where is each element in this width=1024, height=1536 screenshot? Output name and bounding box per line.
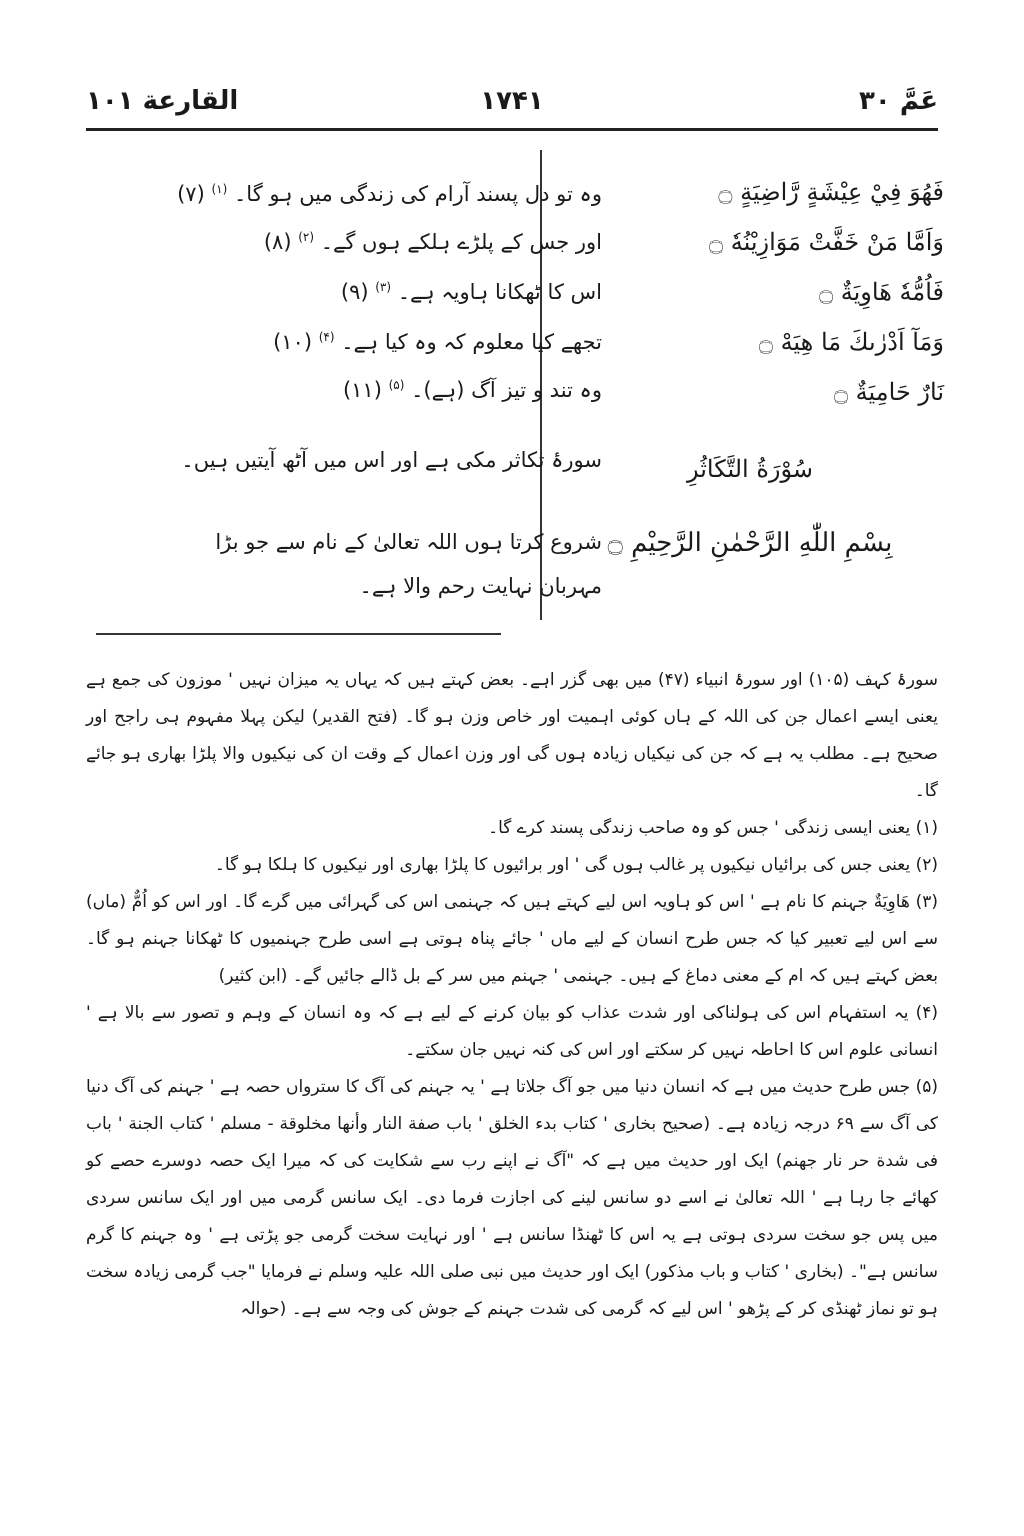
footnote-5: (۵) جس طرح حدیث میں ہے کہ انسان دنیا میں جو آگ جلاتا ہے ' یہ جہنم کی آگ کا سترواں حصہ ہے ' جہنم کی آگ دنیا کی آگ سے ۶۹ درجہ زیادہ ہے۔ (صحیح بخاری ' کتاب بدء الخلق ' باب صفة النار وأنها مخلوقة - مسلم ' کتاب الجنة ' باب فی شدة حر نار جهنم) ایک اور حدیث میں ہے کہ "آگ نے اپنے رب سے شکایت کی کہ میرا ایک حصہ دوسرے حصے کو کھائے جا رہا ہے ' اللہ تعالیٰ نے اسے دو سانس لینے کی اجازت فرما دی۔ ایک سانس گرمی میں اور ایک سانس سردی میں پس جو سخت سردی ہوتی ہے یہ اس کا ٹھنڈا سانس ہے ' اور نہایت سخت گرمی جو پڑتی ہے ' وہ جہنم کا گرم سانس ہے"۔ (بخاری ' کتاب و باب مذکور) ایک اور حدیث میں نبی صلی اللہ علیہ وسلم نے فرمایا "جب گرمی زیادہ سخت ہو تو نماز ٹھنڈی کر کے پڑھو ' اس لیے کہ گرمی کی شدت جہنم کے جوش کی وجہ سے ہے۔ (حوالہ [86,1077,938,1319]
verse-translation-7 [177,182,602,206]
para-name-header: عَمَّ ۳۰ [859,86,938,116]
footnote-4: (۴) یہ استفہام اس کی ہولناکی اور شدت عذاب کو بیان کرنے کے لیے ہے کہ وہ انسان کے وہم و تصور سے بالا ہے ' انسانی علوم اس کا احاطہ نہیں کر سکتے اور اس کی کنہ نہیں جان سکتے۔ [86,1003,938,1060]
verse-translation-11 [343,378,602,402]
verse-number: (۸) [263,230,292,254]
verse-translation-8 [264,230,602,254]
verse-translation-10 [273,330,602,354]
surah-name-header: القارعة ۱۰۱ [86,86,239,116]
translation-text: اس کا ٹھکانا ہاویہ ہے۔ [397,280,602,304]
bismillah-translation: شروع کرتا ہوں اللہ تعالیٰ کے نام سے جو بڑا مہربان نہایت رحم والا ہے۔ [215,530,602,598]
translation-text: وہ تند و تیز آگ (ہے)۔ [411,378,602,402]
header-divider [86,128,938,131]
footnote-3: (۳) هَاوِيَةٌ جہنم کا نام ہے ' اس کو ہاویہ اس لیے کہتے ہیں کہ جہنمی اس کی گہرائی میں گرے گا۔ اور اس کو اُمٌّ (ماں) سے اس لیے تعبیر کیا کہ جس طرح انسان کے لیے ماں ' جائے پناہ ہوتی ہے اسی طرح جہنمیوں کا ٹھکانا جہنم ہو گا۔ بعض کہتے ہیں کہ ام کے معنی دماغ کے ہیں۔ جہنمی ' جہنم میں سر کے بل ڈالے جائیں گے۔ (ابن کثیر) [86,892,938,986]
footnote-marker: (۱) [211,182,228,196]
footnote-carryover: سورۂ کہف (۱۰۵) اور سورۂ انبیاء (۴۷) میں بھی گزر اہے۔ بعض کہتے ہیں کہ یہاں یہ میزان نہیں ' موزون کی جمع ہے یعنی ایسے اعمال جن کی اللہ کے ہاں کوئی اہمیت اور خاص وزن ہو گا۔ (فتح القدیر) لیکن پہلا مفہوم ہی راجح اور صحیح ہے۔ مطلب یہ ہے کہ جن کی نیکیاں زیادہ ہوں گی اور وزن اعمال کے وقت ان کی نیکیوں والا پلڑا بھاری ہو جائے گا۔ [86,670,939,801]
footnotes [86,662,938,1328]
page-number: ۱۷۴۱ [480,86,544,116]
page-header [86,86,938,130]
translation-text: اور جس کے پلڑے ہلکے ہوں گے۔ [320,230,602,254]
bismillah: بِسْمِ اللّٰهِ الرَّحْمٰنِ الرَّحِيْمِ ۝ [607,528,893,558]
footnote-marker: (۳) [375,280,392,294]
verse-arabic-9: فَاُمُّهٗ هَاوِيَةٌ ۝ [819,278,944,306]
footnote-2: (۲) یعنی جس کی برائیاں نیکیوں پر غالب ہوں گی ' اور برائیوں کا پلڑا بھاری اور نیکیوں کا ہلکا ہو گا۔ [214,855,938,875]
surah-heading: سُوْرَةُ التَّكَاثُرِ [686,455,813,483]
verse-arabic-8: وَاَمَّا مَنْ خَفَّتْ مَوَازِيْنُهٗ ۝ [709,228,944,256]
footnote-1: (۱) یعنی ایسی زندگی ' جس کو وہ صاحب زندگی پسند کرے گا۔ [488,818,938,838]
footnote-marker: (۴) [318,330,335,344]
footnote-marker: (۵) [388,378,405,392]
verse-number: (۷) [177,182,205,206]
verse-number: (۱۱) [342,378,382,402]
translation-text: وہ تو دل پسند آرام کی زندگی میں ہو گا۔ [233,182,602,206]
footnote-marker: (۲) [298,230,315,244]
verse-number: (۱۰) [273,330,313,354]
translation-text: تجھے کیا معلوم کہ وہ کیا ہے۔ [341,330,602,354]
verse-arabic-11: نَارٌ حَامِيَةٌ ۝ [833,378,944,406]
verse-arabic-10: وَمَآ اَدْرٰىكَ مَا هِيَهْ ۝ [758,328,944,356]
footnote-divider [96,633,501,635]
surah-intro: سورۂ تکاثر مکی ہے اور اس میں آٹھ آیتیں ہیں۔ [181,448,602,472]
verse-arabic-7: فَهُوَ فِيْ عِيْشَةٍ رَّاضِيَةٍ ۝ [718,178,944,206]
verse-number: (۹) [340,280,369,304]
verse-translation-9 [341,280,602,304]
